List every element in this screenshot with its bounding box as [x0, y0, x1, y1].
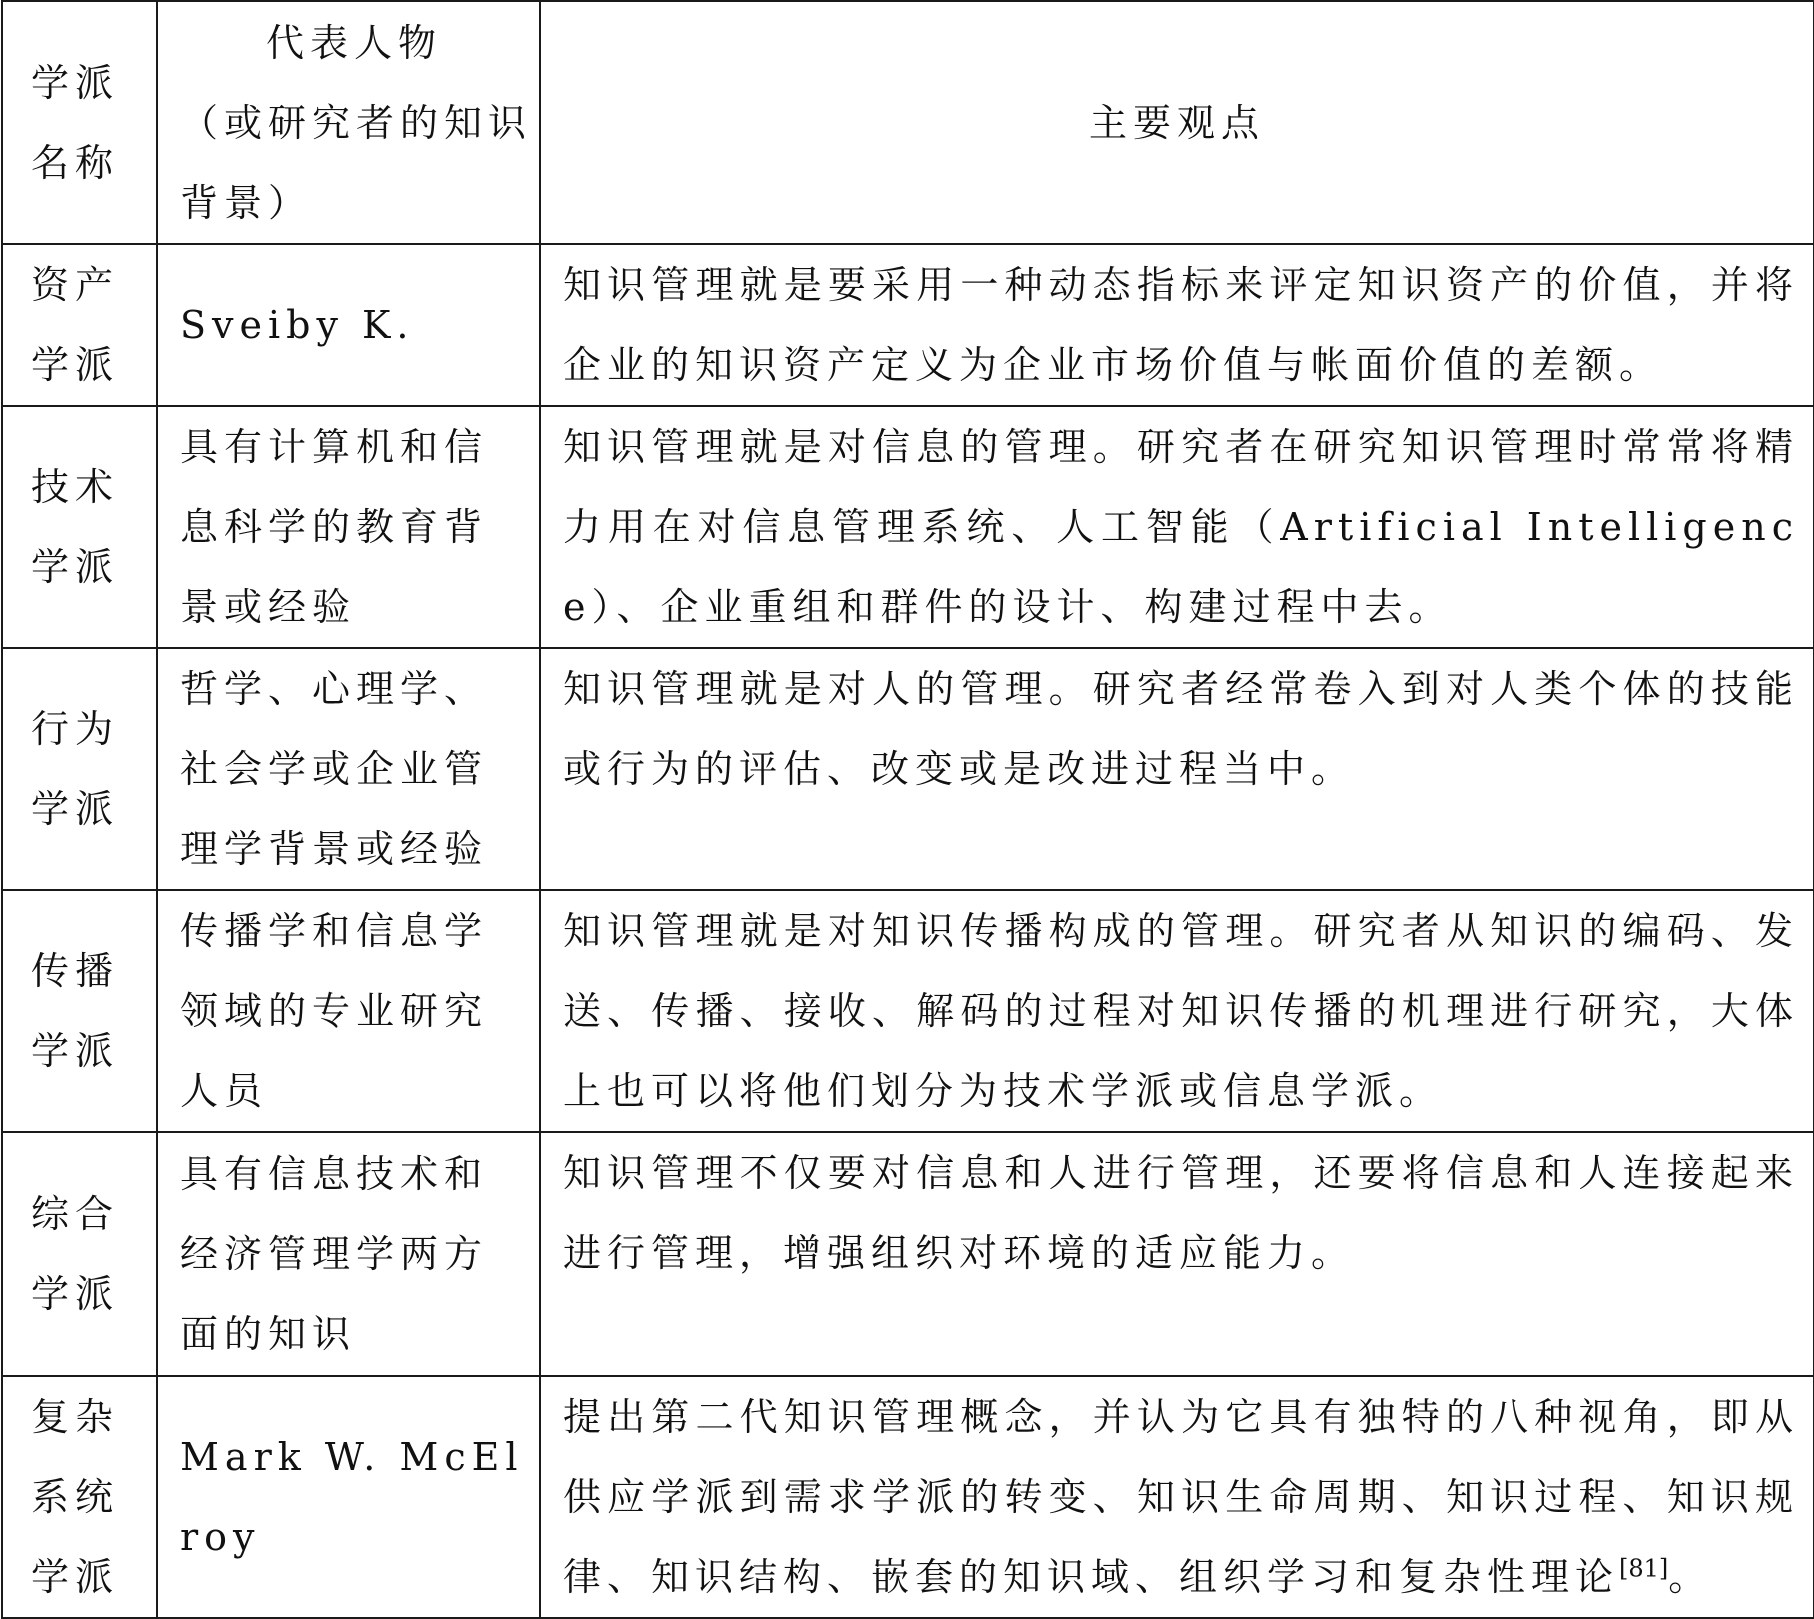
representative-cell: 具有信息技术和经济管理学两方面的知识 — [157, 1132, 540, 1376]
header-school-name: 学派名称 — [2, 1, 157, 244]
viewpoint-cell: 知识管理就是对知识传播构成的管理。研究者从知识的编码、发送、传播、接收、解码的过程对知识传播的机理进行研究，大体上也可以将他们划分为技术学派或信息学派。 — [540, 890, 1814, 1132]
header-main-viewpoint: 主要观点 — [540, 1, 1814, 244]
table-row — [2, 244, 1814, 406]
viewpoint-text: 提出第二代知识管理概念，并认为它具有独特的八种视角，即从供应学派到需求学派的转变、知识生命周期、知识过程、知识规律、知识结构、嵌套的知识域、组织学习和复杂性理论 — [563, 1395, 1799, 1599]
representative-cell: 传播学和信息学领域的专业研究人员 — [157, 890, 540, 1132]
representative-cell: 哲学、心理学、社会学或企业管理学背景或经验 — [157, 648, 540, 890]
representative-cell: Sveiby K. — [157, 244, 540, 406]
viewpoint-cell: 知识管理不仅要对信息和人进行管理，还要将信息和人连接起来进行管理，增强组织对环境的适应能力。 — [540, 1132, 1814, 1376]
school-name-cell: 复杂系统学派 — [2, 1376, 157, 1618]
header-representative — [157, 1, 540, 244]
school-name-cell: 资产学派 — [2, 244, 157, 406]
viewpoint-cell — [540, 1376, 1814, 1618]
viewpoint-cell: 知识管理就是对信息的管理。研究者在研究知识管理时常常将精力用在对信息管理系统、人工智能（Artificial Intelligence）、企业重组和群件的设计、构建过程中去。 — [540, 406, 1814, 648]
table-row — [2, 890, 1814, 1132]
table-row — [2, 1376, 1814, 1618]
school-name-cell: 行为学派 — [2, 648, 157, 890]
header-representative-line1: 代表人物 — [266, 20, 443, 65]
table-row — [2, 1132, 1814, 1376]
representative-cell: 具有计算机和信息科学的教育背景或经验 — [157, 406, 540, 648]
citation-reference: [81] — [1619, 1554, 1669, 1583]
viewpoint-cell: 知识管理就是对人的管理。研究者经常卷入到对人类个体的技能或行为的评估、改变或是改进过程当中。 — [540, 648, 1814, 890]
header-representative-line2: （或研究者的知识背景） — [180, 100, 533, 225]
table-header-row — [2, 1, 1814, 244]
school-name-cell: 综合学派 — [2, 1132, 157, 1376]
school-name-cell: 技术学派 — [2, 406, 157, 648]
table-row — [2, 648, 1814, 890]
viewpoint-text-end: 。 — [1668, 1555, 1713, 1599]
table-row — [2, 406, 1814, 648]
viewpoint-cell: 知识管理就是要采用一种动态指标来评定知识资产的价值，并将企业的知识资产定义为企业市场价值与帐面价值的差额。 — [540, 244, 1814, 406]
representative-cell: Mark W. McElroy — [157, 1376, 540, 1618]
school-name-cell: 传播学派 — [2, 890, 157, 1132]
knowledge-management-schools-table — [1, 0, 1814, 1619]
